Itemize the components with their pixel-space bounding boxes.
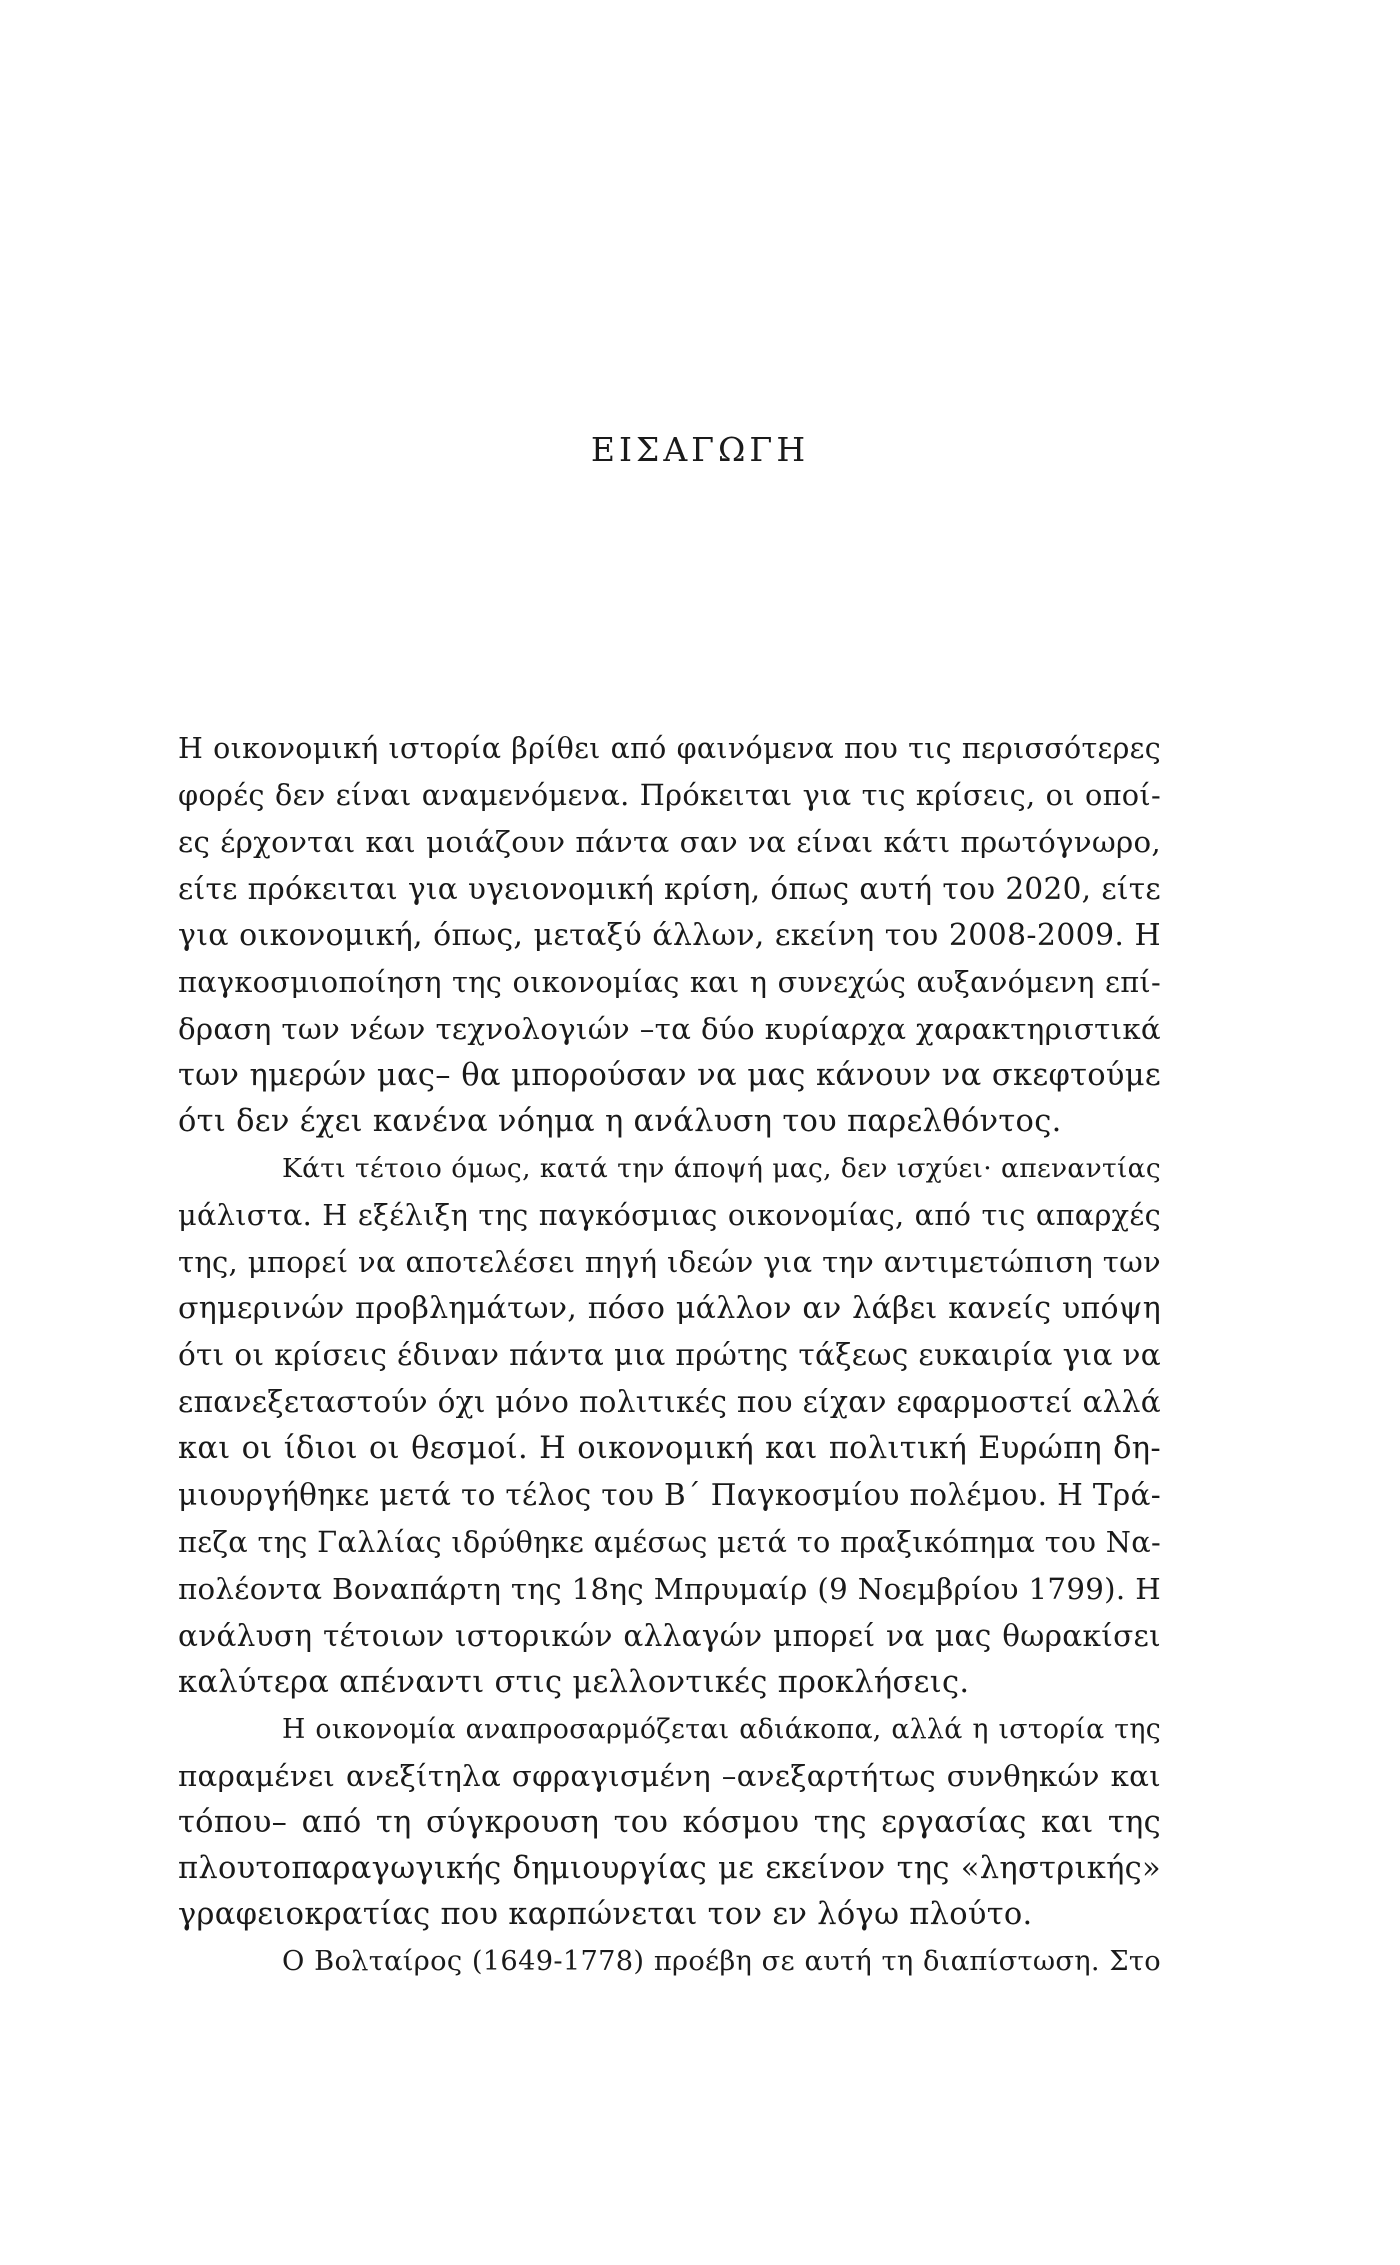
text-line: και οι ίδιοι οι θεσμοί. Η οικονομική και πολιτική Ευρώπη δη- bbox=[178, 1431, 1161, 1466]
text-line: Η οικονομική ιστορία βρίθει από φαινόμενα που τις περισσότερες bbox=[178, 732, 1161, 765]
text-line: πλουτοπαραγωγικής δημιουργίας με εκείνον της «ληστρικής» bbox=[178, 1851, 1161, 1886]
text-line: ότι οι κρίσεις έδιναν πάντα μια πρώτης τάξεως ευκαιρία για να bbox=[178, 1338, 1161, 1372]
text-line: είτε πρόκειται για υγειονομική κρίση, όπως αυτή του 2020, είτε bbox=[178, 872, 1161, 906]
text-line: ανάλυση τέτοιων ιστορικών αλλαγών μπορεί να μας θωρακίσει bbox=[178, 1619, 1161, 1653]
text-line: για οικονομική, όπως, μεταξύ άλλων, εκείνη του 2008-2009. Η bbox=[178, 918, 1161, 953]
text-line: δραση των νέων τεχνολογιών –τα δύο κυρίαρχα χαρακτηριστικά bbox=[178, 1012, 1161, 1046]
text-line: των ημερών μας– θα μπορούσαν να μας κάνουν να σκεφτούμε bbox=[178, 1058, 1161, 1093]
text-line: φορές δεν είναι αναμενόμενα. Πρόκειται για τις κρίσεις, οι οποί- bbox=[178, 778, 1161, 812]
text-line: Η οικονομία αναπροσαρμόζεται αδιάκοπα, αλλά η ιστορία της bbox=[282, 1714, 1161, 1745]
paragraph bbox=[178, 1938, 1161, 1985]
text-line: μάλιστα. Η εξέλιξη της παγκόσμιας οικονομίας, από τις απαρχές bbox=[178, 1198, 1161, 1232]
paragraph bbox=[178, 726, 1161, 1145]
text-line: ες έρχονται και μοιάζουν πάντα σαν να είναι κάτι πρωτόγνωρο, bbox=[178, 825, 1161, 859]
text-line: καλύτερα απέναντι στις μελλοντικές προκλήσεις. bbox=[178, 1665, 970, 1700]
text-line: Κάτι τέτοιο όμως, κατά την άποψή μας, δεν ισχύει· απεναντίας bbox=[282, 1153, 1161, 1184]
text-line: Ο Βολταίρος (1649-1778) προέβη σε αυτή τη διαπίστωση. Στο bbox=[282, 1946, 1161, 1977]
text-line: της, μπορεί να αποτελέσει πηγή ιδεών για την αντιμετώπιση των bbox=[178, 1245, 1161, 1279]
text-line: τόπου– από τη σύγκρουση του κόσμου της εργασίας και της bbox=[178, 1805, 1161, 1840]
text-line: ότι δεν έχει κανένα νόημα η ανάλυση του παρελθόντος. bbox=[178, 1104, 1062, 1139]
text-line: πολέοντα Βοναπάρτη της 18ης Μπρυμαίρ (9 Νοεμβρίου 1799). Η bbox=[178, 1572, 1161, 1606]
text-line: μιουργήθηκε μετά το τέλος του Β΄ Παγκοσμίου πολέμου. Η Τρά- bbox=[178, 1478, 1161, 1512]
text-line: επανεξεταστούν όχι μόνο πολιτικές που είχαν εφαρμοστεί αλλά bbox=[178, 1385, 1161, 1419]
text-line: πεζα της Γαλλίας ιδρύθηκε αμέσως μετά το πραξικόπημα του Να- bbox=[178, 1525, 1161, 1559]
body-text bbox=[178, 726, 1161, 1985]
chapter-heading: ΕΙΣΑΓΩΓΗ bbox=[590, 430, 810, 469]
text-line: παραμένει ανεξίτηλα σφραγισμένη –ανεξαρτήτως συνθηκών και bbox=[178, 1759, 1161, 1793]
paragraph bbox=[178, 1706, 1161, 1938]
paragraph bbox=[178, 1145, 1161, 1706]
text-line: γραφειοκρατίας που καρπώνεται τον εν λόγω πλούτο. bbox=[178, 1897, 1033, 1932]
text-line: σημερινών προβλημάτων, πόσο μάλλον αν λάβει κανείς υπόψη bbox=[178, 1291, 1161, 1326]
text-line: παγκοσμιοποίηση της οικονομίας και η συνεχώς αυξανόμενη επί- bbox=[178, 965, 1161, 999]
